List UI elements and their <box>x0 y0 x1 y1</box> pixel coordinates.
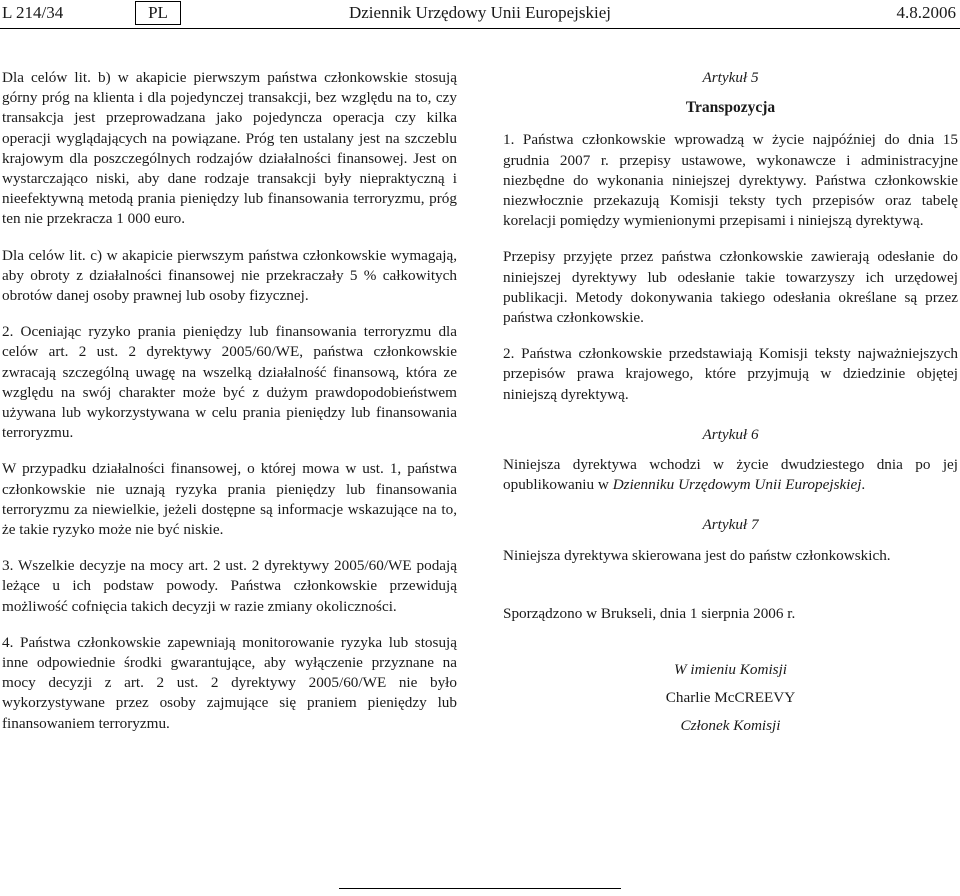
journal-title: Dziennik Urzędowy Unii Europejskiej <box>348 3 611 22</box>
paragraph: 2. Oceniając ryzyko prania pieniędzy lub finansowania terroryzmu dla celów art. 2 ust. 2 dyrektywy 2005/60/WE, państwa członkowskie zwracają szczególną uwagę na wszelką działalność finansową, która ze względu na swój charakter może być z dużym prawdopodobieństwem używana lub wykorzystywana w celu prania pieniędzy lub finansowania terroryzmu. <box>2 323 457 442</box>
signature-on-behalf: W imieniu Komisji <box>673 661 788 679</box>
language-badge: PL <box>135 1 181 25</box>
paragraph: 4. Państwa członkowskie zapewniają monitorowanie ryzyka lub stosują inne odpowiednie środki gwarantujące, aby wyłączenie przyznane na mocy decyzji z art. 2 ust. 2 dyrektywy 2005/60/WE nie było wykorzystywane przez osoby zajmujące się praniem pieniędzy lub finansowaniem terroryzmu. <box>2 633 457 732</box>
paragraph: 3. Wszelkie decyzje na mocy art. 2 ust. 2 dyrektywy 2005/60/WE podają leżące u ich podstaw powody. Państwa członkowskie przewidują możliwość cofnięcia takich decyzji w razie zmiany okoliczności. <box>2 557 457 615</box>
signatory-name: Charlie McCREEVY <box>665 689 796 707</box>
publication-date: 4.8.2006 <box>896 3 956 22</box>
article-6-text-b: . <box>861 476 866 494</box>
article-7-title: Artykuł 7 <box>702 516 759 534</box>
paragraph: 2. Państwa członkowskie przedstawiają Komisji teksty najważniejszych przepisów prawa krajowego, które przyjmują w dziedzinie objętej niniejszą dyrektywą. <box>503 345 958 403</box>
article-6-text-a: Niniejsza dyrektywa wchodzi w życie dwudziestego dnia po jej opublikowaniu w <box>503 456 958 494</box>
left-column <box>2 68 457 750</box>
page-header <box>0 0 960 29</box>
article-6-text <box>503 455 958 495</box>
article-5-subtitle: Transpozycja <box>685 99 776 117</box>
done-at: Sporządzono w Brukseli, dnia 1 sierpnia 2006 r. <box>503 604 796 622</box>
paragraph: Przepisy przyjęte przez państwa członkowskie zawierają odesłanie do niniejszej dyrektywy lub odesłanie takie towarzyszy ich urzędowej publikacji. Metody dokonywania takiego odesłania określane są przez państwa członkowskie. <box>503 248 958 327</box>
paragraph: Dla celów lit. b) w akapicie pierwszym państwa członkowskie stosują górny próg na klienta i dla pojedynczej transakcji, bez względu na to, czy transakcja jest przeprowadzana jako pojedyncza operacja czy kilka operacji wyglądających na powiązane. Próg ten ustalany jest na szczeblu krajowym dla poszczególnych rodzajów działalności finansowej. Jest on wystarczająco niski, aby dane rodzaje transakcji były niepraktyczną i nieefektywną metodą prania pieniędzy lub finansowania terroryzmu, próg ten nie przekracza 1 000 euro. <box>2 69 457 228</box>
journal-name: Dzienniku Urzędowym Unii Europejskiej <box>612 476 862 494</box>
signatory-role: Członek Komisji <box>680 717 781 735</box>
article-5-title: Artykuł 5 <box>702 69 759 86</box>
paragraph: W przypadku działalności finansowej, o której mowa w ust. 1, państwa członkowskie nie uznają ryzyka prania pieniędzy lub finansowania terroryzmu za niewielkie, jeżeli dostępne są informacje wskazujące na to, że takie ryzyko może nie być niskie. <box>2 460 457 539</box>
footer-rule <box>339 888 621 889</box>
right-column <box>503 68 958 737</box>
article-7-text: Niniejsza dyrektywa skierowana jest do państw członkowskich. <box>503 546 891 564</box>
paragraph: 1. Państwa członkowskie wprowadzą w życie najpóźniej do dnia 15 grudnia 2007 r. przepisy ustawowe, wykonawcze i administracyjne niezbędne do wykonania niniejszej dyrektywy. Państwa członkowskie niezwłocznie przekazują Komisji teksty tych przepisów oraz tabelę korelacji pomiędzy wymienionymi przepisami i niniejszą dyrektywą. <box>503 131 958 230</box>
paragraph: Dla celów lit. c) w akapicie pierwszym państwa członkowskie wymagają, aby obroty z działalności finansowej nie przekraczały 5 % całkowitych obrotów danej osoby prawnej lub osoby fizycznej. <box>2 246 457 305</box>
article-6-title: Artykuł 6 <box>702 425 759 443</box>
page-reference: L 214/34 <box>2 3 64 22</box>
